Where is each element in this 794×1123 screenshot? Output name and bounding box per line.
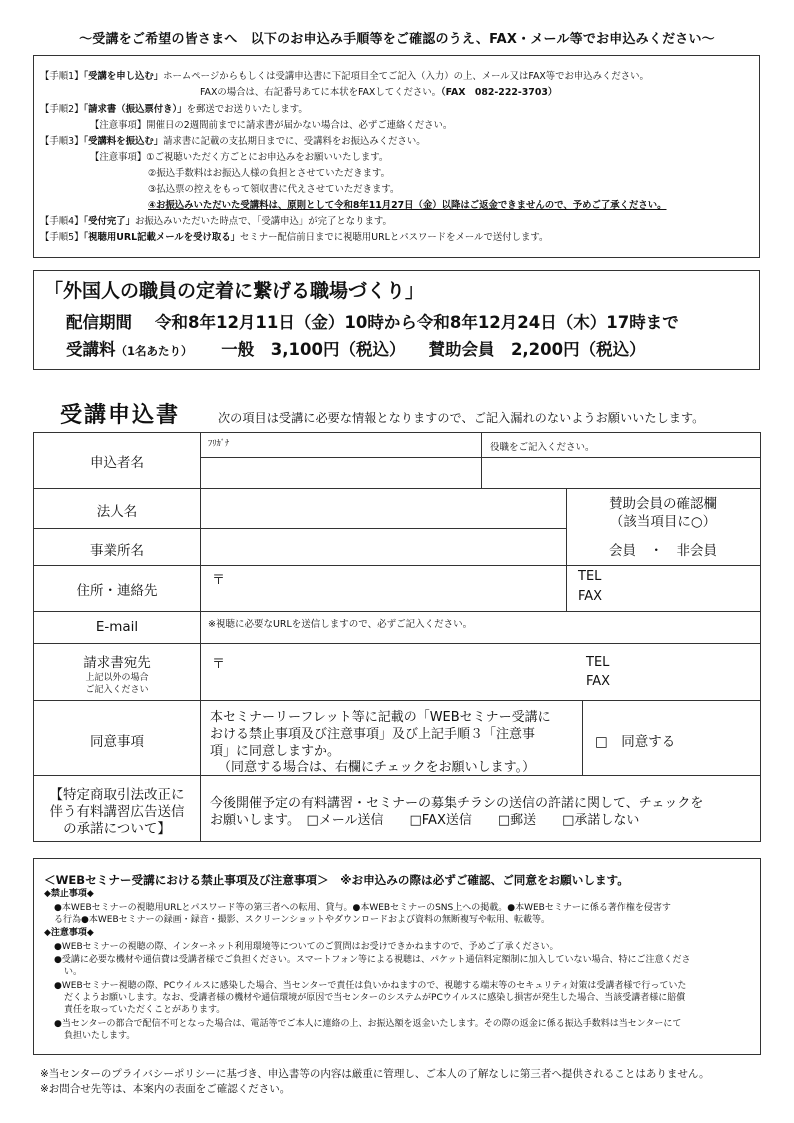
caution-2b: い。	[64, 967, 83, 977]
footer-contact: ※お問合せ先等は、本案内の表面をご確認ください。	[40, 1083, 291, 1095]
law-label-3: の承諾について】	[63, 821, 171, 837]
consent-text-3: 項」に同意しますか。	[210, 744, 341, 759]
member-options[interactable]: 会員 ・ 非会員	[609, 543, 717, 559]
member-check-sub: （該当項目に○）	[609, 514, 717, 530]
consent-text-2: おける禁止事項及び注意事項」及び上記手順３「注意事	[210, 727, 536, 742]
step-3: 【手順3】「受講料を振込む」請求書に記載の支払期日までに、受講料をお振込みください。	[40, 136, 426, 147]
address-fax: FAX	[578, 589, 603, 604]
email-note: ※視聴に必要なURLを送信しますので、必ずご記入ください。	[208, 619, 473, 630]
course-title: 「外国人の職員の定着に繋げる職場づくり」	[44, 280, 425, 302]
position-label: 役職をご記入ください。	[490, 442, 595, 453]
email-field[interactable]	[204, 629, 758, 641]
step-3-note-3: ③払込票の控えをもって領収書に代えさせていただきます。	[148, 184, 400, 195]
billing-fax: FAX	[586, 674, 611, 689]
step-2-note: 【注意事項】開催日の2週間前までに請求書が届かない場合は、必ずご連絡ください。	[90, 120, 453, 131]
office-label: 事業所名	[90, 543, 144, 559]
billing-postal: 〒	[212, 657, 226, 672]
caution-3c: 責任を取っていただくことがあります。	[64, 1005, 226, 1015]
step-1: 【手順1】「受講を申し込む」ホームページからもしくは受講申込書に下記項目全てご記入（入力）の上、メール又はFAX等でお申込みください。	[40, 71, 649, 82]
member-check-title: 賛助会員の確認欄	[609, 496, 717, 512]
caution-heading: ◆注意事項◆	[44, 928, 94, 938]
ban-line-1: ●本WEBセミナーの視聴用URLとパスワード等の第三者への転用、貸与。●本WEBセミナーのSNS上への掲載。●本WEBセミナーに係る著作権を侵害す	[54, 903, 671, 913]
caution-1: ●WEBセミナーの視聴の際、インターネット利用環境等についてのご質問はお受けできかねますので、予めご了承ください。	[54, 942, 559, 952]
consent-checkbox[interactable]: □ 同意する	[595, 734, 676, 750]
address-label: 住所・連絡先	[76, 583, 158, 599]
ban-line-2: る行為●本WEBセミナーの録画・録音・撮影、スクリーンショットやダウンロードおよび資料の無断複写や転用、転載等。	[54, 915, 551, 925]
step-3-note-1: 【注意事項】①ご視聴いただく方ごとにお申込みをお願いいたします。	[90, 152, 389, 163]
application-form	[33, 432, 761, 842]
address-tel: TEL	[578, 569, 602, 584]
applicant-name-field[interactable]	[204, 460, 479, 486]
step-4: 【手順4】「受付完了」お振込みいただいた時点で、「受講申込」が完了となります。	[40, 216, 392, 227]
furigana-label: ﾌﾘｶﾞﾅ	[208, 439, 230, 449]
caution-4a: ●当センターの都合で配信不可となった場合は、電話等でご本人に連絡の上、お振込額を返金いたします。その際の返金に係る振込手数料は当センターにて	[54, 1019, 682, 1029]
form-note: 次の項目は受講に必要な情報となりますので、ご記入漏れのないようお願いいたします。	[218, 411, 705, 425]
step-1-fax: FAXの場合は、右記番号あてに本状をFAXしてください。（FAX 082-222-3703）	[200, 87, 558, 98]
position-field[interactable]	[484, 460, 758, 486]
billing-tel: TEL	[586, 655, 610, 670]
consent-text-4: （同意する場合は、右欄にチェックをお願いします。）	[218, 760, 536, 775]
billing-sub-1: 上記以外の場合	[85, 673, 149, 683]
corp-label: 法人名	[96, 504, 138, 520]
course-period: 配信期間 令和8年12月11日（金）10時から令和8年12月24日（木）17時まで	[66, 313, 679, 332]
email-label: E-mail	[95, 619, 139, 635]
step-2: 【手順2】「請求書（振込票付き）」を郵送でお送りいたします。	[40, 104, 308, 115]
law-label-2: 伴う有料講習広告送信	[49, 804, 185, 820]
caution-4b: 負担いたします。	[64, 1031, 136, 1041]
footer-privacy: ※当センターのプライバシーポリシーに基づき、申込書等の内容は厳重に管理し、ご本人の了解なしに第三者へ提供されることはありません。	[40, 1068, 710, 1080]
law-text-1: 今後開催予定の有料講習・セミナーの募集チラシの送信の許諾に関して、チェックを	[210, 796, 704, 811]
notes-title: ＜WEBセミナー受講における禁止事項及び注意事項＞ ※お申込みの際は必ずご確認、ご同意をお願いします。	[44, 873, 629, 887]
consent-label: 同意事項	[90, 734, 144, 750]
law-label-1: 【特定商取引法改正に	[49, 787, 185, 803]
consent-text-1: 本セミナーリーフレット等に記載の「WEBセミナー受講に	[210, 710, 551, 725]
course-fee: 受講料（1名あたり） 一般 3,100円（税込） 賛助会員 2,200円（税込）	[66, 340, 646, 359]
caution-3a: ●WEBセミナー視聴の際、PCウイルスに感染した場合、当センターで責任は負いかねますので、視聴する端末等のセキュリティ対策は受講者様で行っていた	[54, 981, 687, 991]
billing-sub-2: ご記入ください	[85, 685, 149, 695]
billing-label: 請求書宛先	[83, 655, 151, 671]
corp-field[interactable]	[204, 491, 564, 526]
ban-heading: ◆禁止事項◆	[44, 889, 94, 899]
caution-3b: だくようお願いします。なお、受講者様の機材や通信環境が原因で当センターのシステムがPCウイルスに感染し損害が発生した場合、当該受講者様に賠償	[64, 993, 686, 1003]
applicant-label: 申込者名	[90, 455, 144, 471]
step-3-note-4: ④お振込みいただいた受講料は、原則として令和8年11月27日（金）以降はご返金できませんので、予めご了承ください。	[148, 200, 667, 211]
page-header: ～受講をご希望の皆さまへ 以下のお申込み手順等をご確認のうえ、FAX・メール等でお申込みください～	[79, 32, 715, 47]
step-3-note-2: ②振込手数料はお振込人様の負担とさせていただきます。	[148, 168, 391, 179]
step-5: 【手順5】「視聴用URL記載メールを受け取る」セミナー配信前日までに視聴用URLとパスワードをメールで送付します。	[40, 232, 549, 243]
office-field[interactable]	[204, 531, 564, 563]
caution-2a: ●受講に必要な機材や通信費は受講者様でご負担ください。スマートフォン等による視聴は、パケット通信料定額制に加入していない場合、特にご注意くださ	[54, 955, 691, 965]
form-title: 受講申込書	[60, 403, 181, 428]
address-postal: 〒	[212, 573, 226, 588]
law-text-2[interactable]: お願いします。 □メール送信 □FAX送信 □郵送 □承諾しない	[210, 813, 640, 828]
